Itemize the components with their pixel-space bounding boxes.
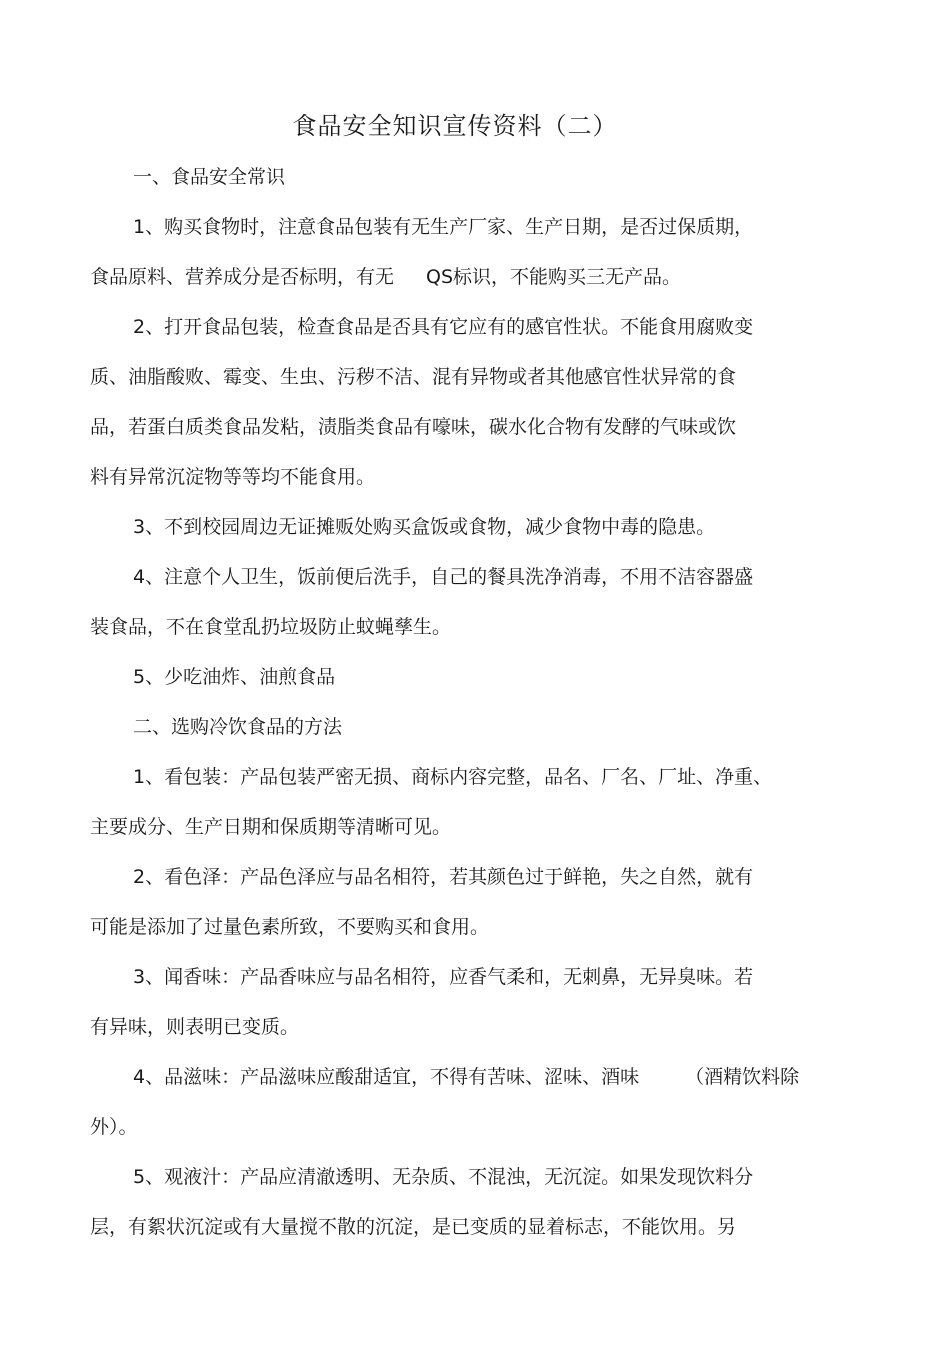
paragraph-line: 外）。	[90, 1116, 138, 1138]
paragraph-line: 1、购买食物时，注意食品包装有无生产厂家、生产日期，是否过保质期，	[133, 216, 754, 238]
section-heading-2: 二、选购冷饮食品的方法	[133, 716, 343, 738]
paragraph-line	[90, 262, 681, 292]
document-title: 食品安全知识宣传资料（二）	[292, 112, 618, 140]
paragraph-line: 3、闻香味：产品香味应与品名相符，应香气柔和，无刺鼻，无异臭味。若	[133, 966, 754, 988]
paragraph-segment: 4、品滋味：产品滋味应酸甜适宜，不得有苦味、涩味、酒味	[133, 1066, 640, 1088]
paragraph-line: 装食品，不在食堂乱扔垃圾防止蚊蝇孳生。	[90, 616, 452, 638]
paragraph-line: 1、看包装：产品包装严密无损、商标内容完整，品名、厂名、厂址、净重、	[133, 766, 773, 788]
paragraph-line: 层，有絮状沉淀或有大量搅不散的沉淀，是已变质的显着标志，不能饮用。另	[90, 1216, 737, 1238]
paragraph-line: 有异味，则表明已变质。	[90, 1016, 300, 1038]
paragraph-line: 主要成分、生产日期和保质期等清晰可见。	[90, 816, 452, 838]
paragraph-line: 料有异常沉淀物等等均不能食用。	[90, 466, 376, 488]
paragraph-line: 质、油脂酸败、霉变、生虫、污秽不洁、混有异物或者其他感官性状异常的食	[90, 366, 737, 388]
paragraph-segment: （酒精饮料除	[685, 1066, 800, 1088]
paragraph-line: 4、注意个人卫生，饭前便后洗手，自己的餐具洗净消毒，不用不洁容器盛	[133, 566, 754, 588]
paragraph-line: 品，若蛋白质类食品发粘，渍脂类食品有嚎味，碳水化合物有发酵的气味或饮	[90, 416, 737, 438]
paragraph-line: 2、打开食品包装，检查食品是否具有它应有的感官性状。不能食用腐败变	[133, 316, 754, 338]
paragraph-line: 2、看色泽：产品色泽应与品名相符，若其颜色过于鲜艳，失之自然，就有	[133, 866, 754, 888]
section-heading-1: 一、食品安全常识	[133, 166, 286, 188]
paragraph-line: 5、观液汁：产品应清澈透明、无杂质、不混浊，无沉淀。如果发现饮料分	[133, 1166, 754, 1188]
paragraph-line	[133, 1062, 799, 1092]
paragraph-segment: 食品原料、营养成分是否标明，有无	[90, 266, 395, 288]
paragraph-line: 3、不到校园周边无证摊贩处购买盒饭或食物，减少食物中毒的隐患。	[133, 516, 716, 538]
paragraph-segment: QS标识，不能购买三无产品。	[426, 266, 682, 288]
paragraph-line: 5、少吃油炸、油煎食品	[133, 666, 336, 688]
paragraph-line: 可能是添加了过量色素所致，不要购买和食用。	[90, 916, 490, 938]
